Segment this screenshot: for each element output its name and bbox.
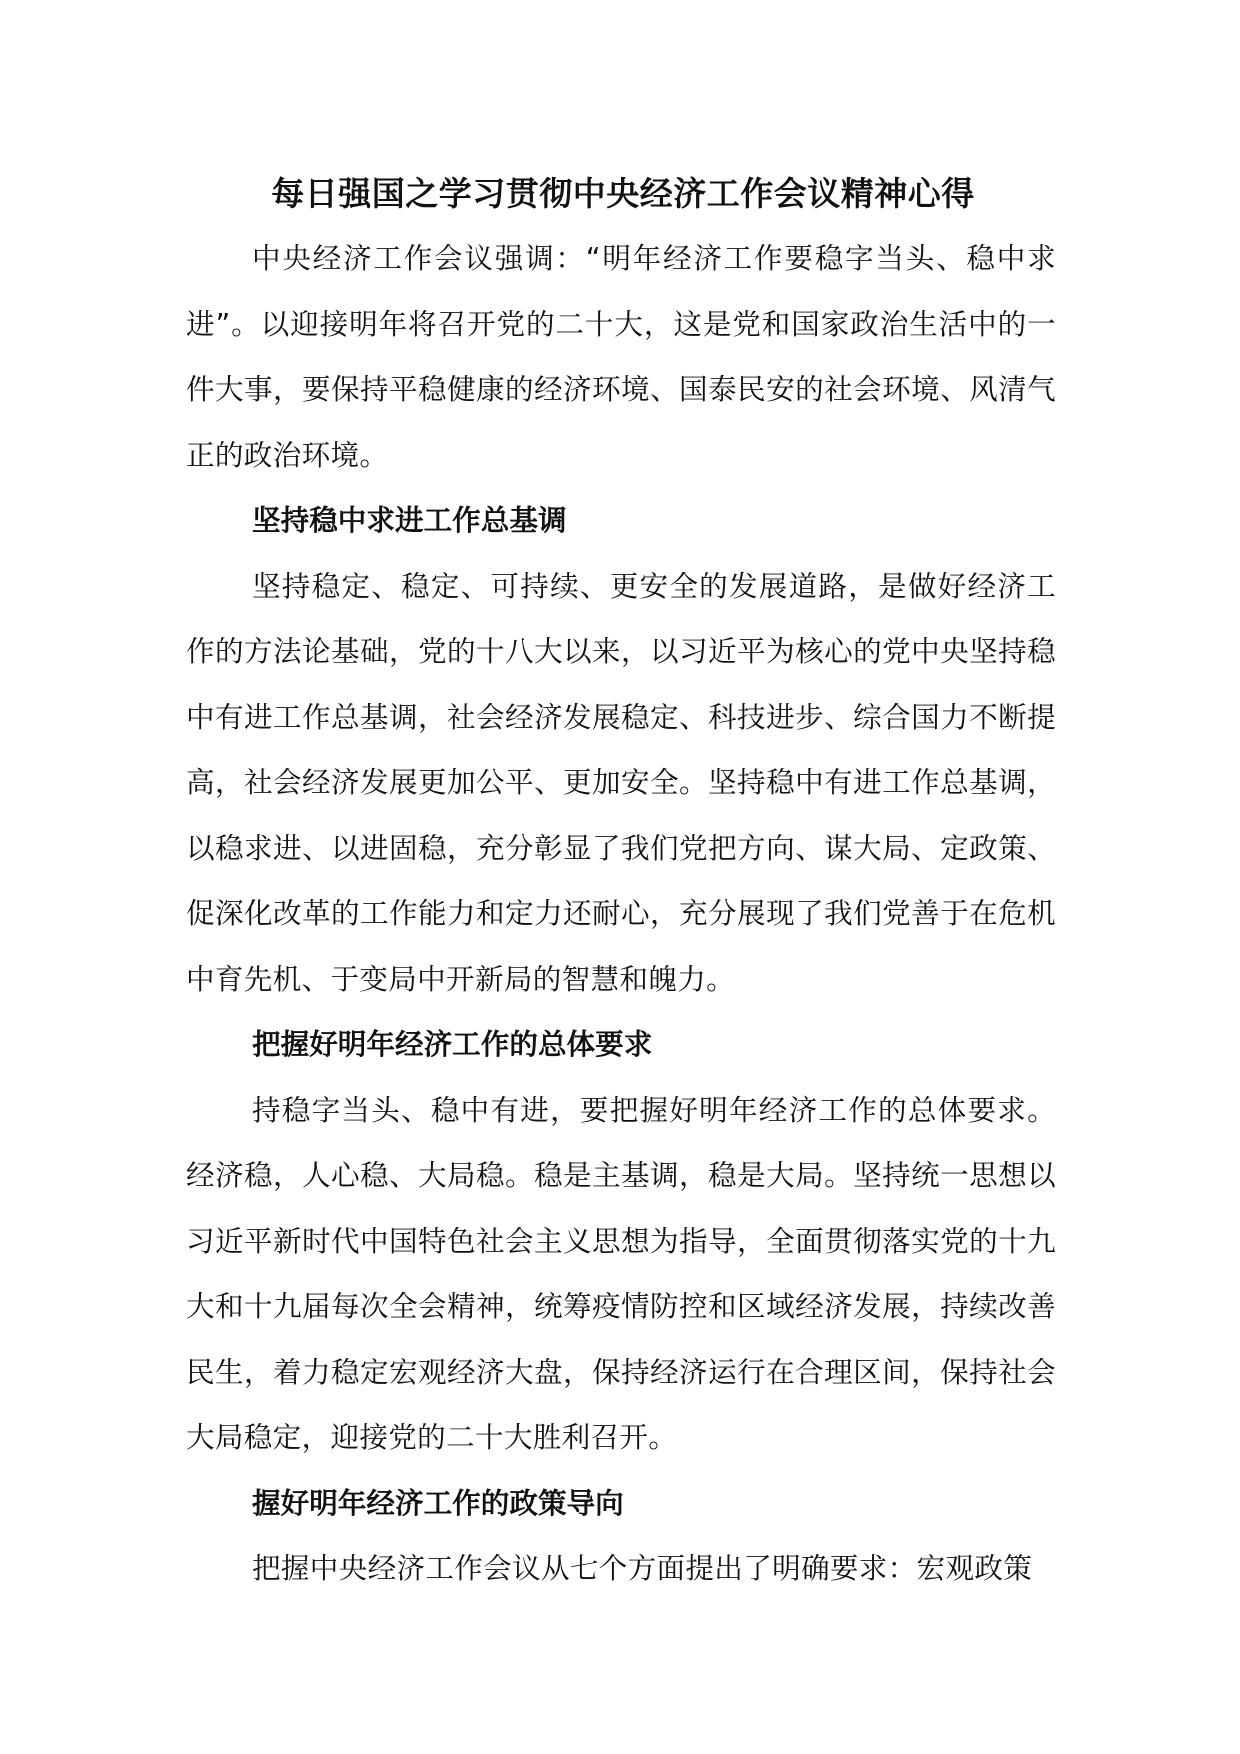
intro-paragraph: 中央经济工作会议强调：“明年经济工作要稳字当头、稳中求进”。以迎接明年将召开党的二十大，这是党和国家政治生活中的一件大事，要保持平稳健康的经济环境、国泰民安的社会环境、风清气正的政治环境。	[186, 241, 1056, 472]
section-paragraph: 把握中央经济工作会议从七个方面提出了明确要求：宏观政策	[252, 1551, 1033, 1585]
section-heading: 坚持稳中求进工作总基调	[252, 503, 567, 537]
section-paragraph: 坚持稳定、稳定、可持续、更安全的发展道路，是做好经济工作的方法论基础，党的十八大以来，以习近平为核心的党中央坚持稳中有进工作总基调，社会经济发展稳定、科技进步、综合国力不断提高，社会经济发展更加公平、更加安全。坚持稳中有进工作总基调，以稳求进、以进固稳，充分彰显了我们党把方向、谋大局、定政策、促深化改革的工作能力和定力还耐心，充分展现了我们党善于在危机中育先机、于变局中开新局的智慧和魄力。	[186, 568, 1056, 996]
document-title: 每日强国之学习贯彻中央经济工作会议精神心得	[271, 174, 975, 213]
section-heading: 握好明年经济工作的政策导向	[252, 1485, 624, 1520]
document-page	[186, 164, 1056, 1602]
section-paragraph: 持稳字当头、稳中有进，要把握好明年经济工作的总体要求。经济稳，人心稳、大局稳。稳是主基调，稳是大局。坚持统一思想以习近平新时代中国特色社会主义思想为指导，全面贯彻落实党的十九大和十九届每次全会精神，统筹疫情防控和区域经济发展，持续改善民生，着力稳定宏观经济大盘，保持经济运行在合理区间，保持社会大局稳定，迎接党的二十大胜利召开。	[186, 1092, 1056, 1454]
section-heading: 把握好明年经济工作的总体要求	[252, 1027, 653, 1061]
